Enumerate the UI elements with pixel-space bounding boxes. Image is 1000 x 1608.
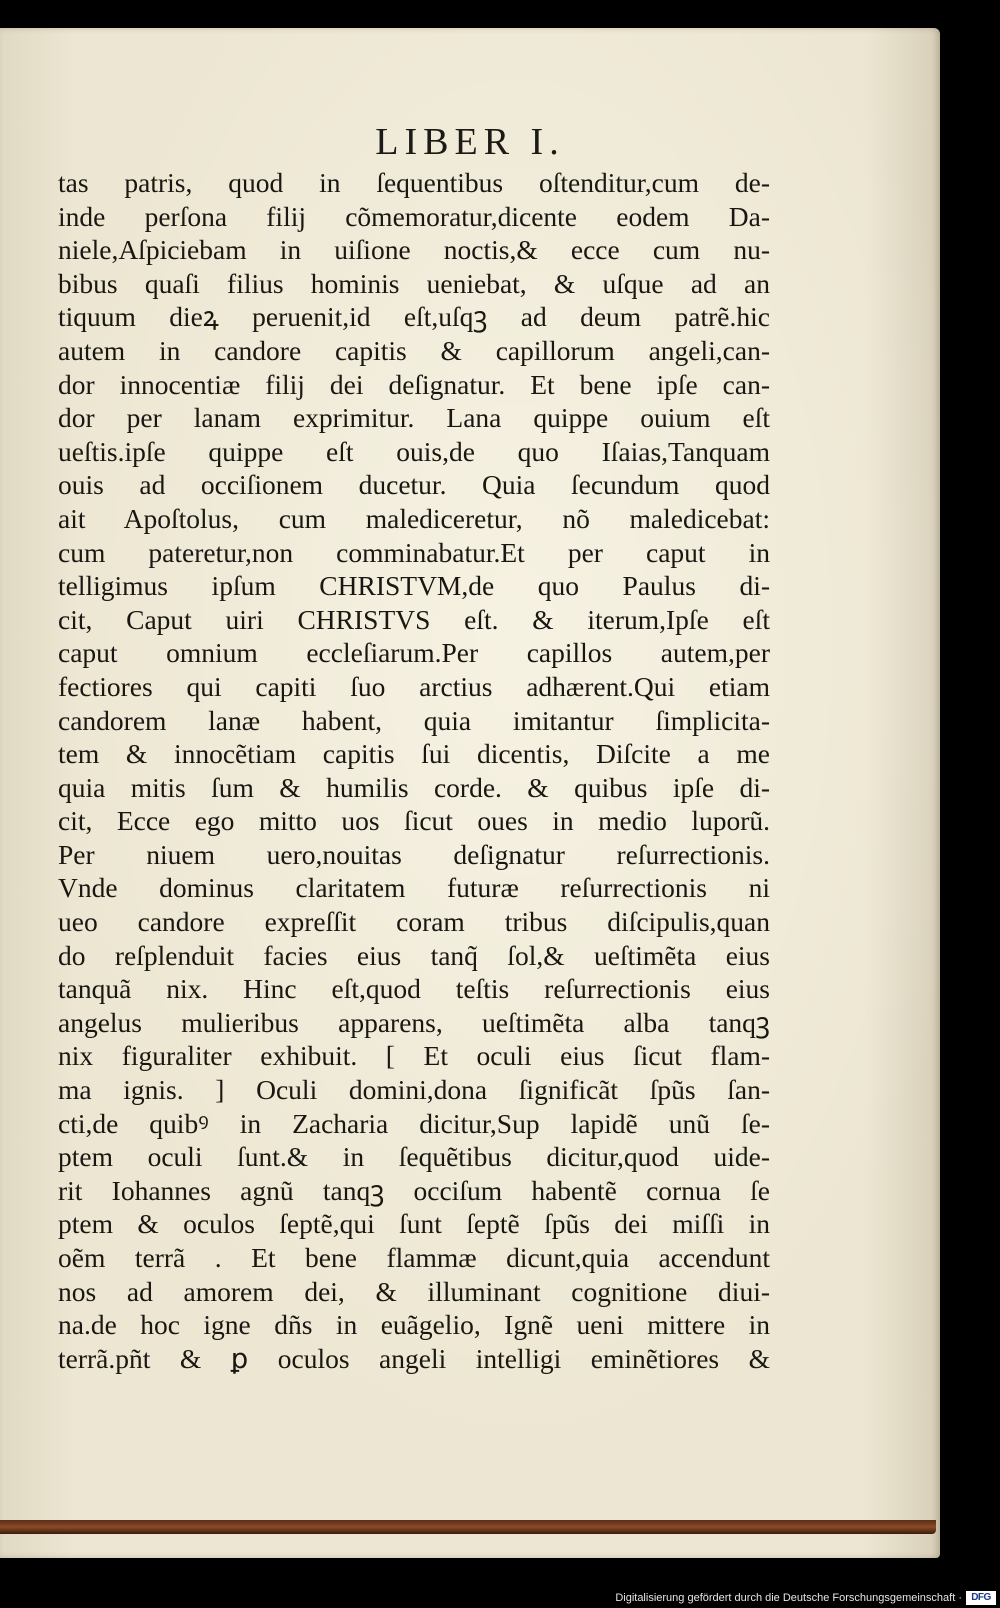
running-head: LIBER I. [375,121,565,163]
body-text [58,166,770,1375]
text-line: telligimus ipſum CHRISTVM,de quo Paulus di- [58,570,770,602]
text-line: candorem lanæ habent, quia imitantur ſimplicita- [58,704,770,736]
text-line: cit, Caput uiri CHRISTVS eſt. & iterum,Ipſe eſt [58,603,770,635]
text-line: na.de hoc igne dñs in euãgelio, Ignẽ ueni mittere in [58,1309,770,1341]
text-line: angelus mulieribus apparens, ueſtimẽta alba tanqꝫ [58,1006,770,1038]
text-line: ueo candore expreſſit coram tribus diſcipulis,quan [58,906,770,938]
text-line: tas patris, quod in ſequentibus oſtenditur,cum de- [58,167,770,198]
text-line: rit Iohannes agnũ tanqꝫ occiſum habentẽ cornua ſe [58,1174,770,1206]
text-line: ueſtis.ipſe quippe eſt ouis,de quo Iſaias,Tanquam [58,435,770,467]
text-line: ptem & oculos ſeptẽ,qui ſunt ſeptẽ ſpũs dei miſſi in [58,1208,770,1240]
text-line: fectiores qui capiti ſuo arctius adhærent.Qui etiam [58,670,770,702]
text-line: caput omnium eccleſiarum.Per capillos autem,per [58,637,770,669]
text-line: cit, Ecce ego mitto uos ſicut oues in medio luporũ. [58,805,770,837]
text-line: ait Apoſtolus, cum malediceretur, nõ maledicebat: [58,502,770,534]
text-line: quia mitis ſum & humilis corde. & quibus ipſe di- [58,771,770,803]
text-line: niele,Aſpiciebam in uiſione noctis,& ecce cum nu- [58,234,770,266]
text-line: ouis ad occiſionem ducetur. Quia ſecundum quod [58,469,770,501]
text-line: nos ad amorem dei, & illuminant cognitione diui- [58,1275,770,1307]
text-line: terrã.pñt & ꝑ oculos angeli intelligi eminẽtiores & [58,1342,770,1374]
text-line: oẽm terrã . Et bene flammæ dicunt,quia accendunt [58,1242,770,1273]
dfg-logo: DFG [966,1591,996,1605]
text-line: Vnde dominus claritatem futuræ reſurrectionis ni [58,872,770,904]
text-line: dor innocentiæ filij dei deſignatur. Et bene ipſe can- [58,368,770,400]
text-line: do reſplenduit facies eius tanq̃ ſol,& ueſtimẽta eius [58,939,770,971]
text-line: cti,de quibꝰ in Zacharia dicitur,Sup lapidẽ unũ ſe- [58,1107,770,1139]
text-line: bibus quaſi filius hominis ueniebat, & uſque ad an [58,267,770,299]
text-line: tiquum dieꝝ peruenit,id eſt,uſqꝫ ad deum patrẽ.hic [58,301,770,333]
text-line: ptem oculi ſunt.& in ſequẽtibus dicitur,quod uide- [58,1141,770,1173]
footer-credit: Digitalisierung gefördert durch die Deutsche Forschungsgemeinschaft · [615,1592,962,1604]
text-line: inde perſona filij cõmemoratur,dicente eodem Da- [58,200,770,232]
text-line: tanquã nix. Hinc eſt,quod teſtis reſurrectionis eius [58,973,770,1005]
text-line: autem in candore capitis & capillorum angeli,can- [58,334,770,366]
book-page [0,28,940,1558]
text-line: dor per lanam exprimitur. Lana quippe ouium eſt [58,402,770,434]
text-line: ma ignis. ] Oculi domini,dona ſignificãt ſpũs ſan- [58,1074,770,1106]
text-line: nix figuraliter exhibuit. [ Et oculi eius ſicut flam- [58,1040,770,1072]
page-edge [0,1520,936,1534]
text-line: Per niuem uero,nouitas deſignatur reſurrectionis. [58,838,770,870]
text-line: tem & innocẽtiam capitis ſui dicentis, Diſcite a me [58,738,770,770]
text-line: cum pateretur,non comminabatur.Et per caput in [58,536,770,568]
